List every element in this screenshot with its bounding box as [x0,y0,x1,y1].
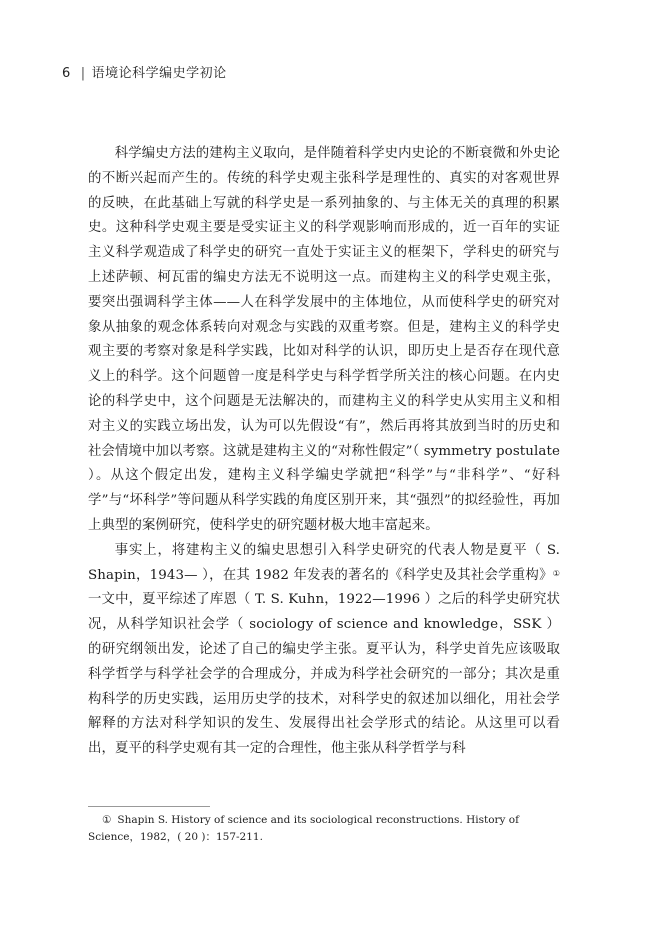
body-text [88,142,560,762]
page-number: 6 [62,66,71,81]
footnote-mark: ① [102,814,112,826]
footnote-reference[interactable]: ① [552,568,560,578]
book-title: 语境论科学编史学初论 [91,66,227,81]
header-separator: | [80,66,86,81]
paragraph-2-part-2: 一文中，夏平综述了库恩（ T. S. Kuhn，1922—1996 ）之后的科学史研究状况，从科学知识社会学（ sociology of science and knowledge，SSK ）的研究纲领出发，论述了自己的编史学主张。夏平认为，科学史首先应该吸取科学哲学与科学社会学的合理成分，并成为科学社会研究的一部分；其次是重构科学的历史实践，运用历史学的技术，对科学史的叙述加以细化，用社会学解释的方法对科学知识的发生、发展得出社会学形式的结论。从这里可以看出，夏平的科学史观有其一定的合理性，他主张从科学哲学与科 [88,592,560,757]
paragraph-1: 科学编史方法的建构主义取向，是伴随着科学史内史论的不断衰微和外史论的不断兴起而产生的。传统的科学史观主张科学是理性的、真实的对客观世界的反映，在此基础上写就的科学史是一系列抽象的、与主体无关的真理的积累史。这种科学史观主要是受实证主义的科学观影响而形成的，近一百年的实证主义科学观造成了科学史的研究一直处于实证主义的框架下，学科史的研究与上述萨顿、柯瓦雷的编史方法无不说明这一点。而建构主义的科学史观主张，要突出强调科学主体——人在科学发展中的主体地位，从而使科学史的研究对象从抽象的观念体系转向对观念与实践的双重考察。但是，建构主义的科学史观主要的考察对象是科学实践，比如对科学的认识，即历史上是否存在现代意义上的科学。这个问题曾一度是科学史与科学哲学所关注的核心问题。在内史论的科学史中，这个问题是无法解决的，而建构主义的科学史从实用主义和相对主义的实践立场出发，认为可以先假设“有”，然后再将其放到当时的历史和社会情境中加以考察。这就是建构主义的“对称性假定”（ symmetry postulate ）。从这个假定出发，建构主义科学编史学就把“科学”与“非科学”、“好科学”与“坏科学”等问题从科学实践的角度区别开来，其“强烈”的拟经验性，再加上典型的案例研究，使科学史的研究题材极大地丰富起来。 [88,146,560,533]
paragraph-2 [88,539,560,762]
footnote-text: Shapin S. History of science and its sociological reconstructions. History of Science，1982，( 20 )：157-211. [88,814,520,843]
running-header [62,62,227,81]
footnote-divider [88,806,210,807]
footnote [88,812,560,846]
paragraph-2-part-1: 事实上，将建构主义的编史思想引入科学史研究的代表人物是夏平（ S. Shapin，1943— ），在其 1982 年发表的著名的《科学史及其社会学重构》 [88,542,560,583]
